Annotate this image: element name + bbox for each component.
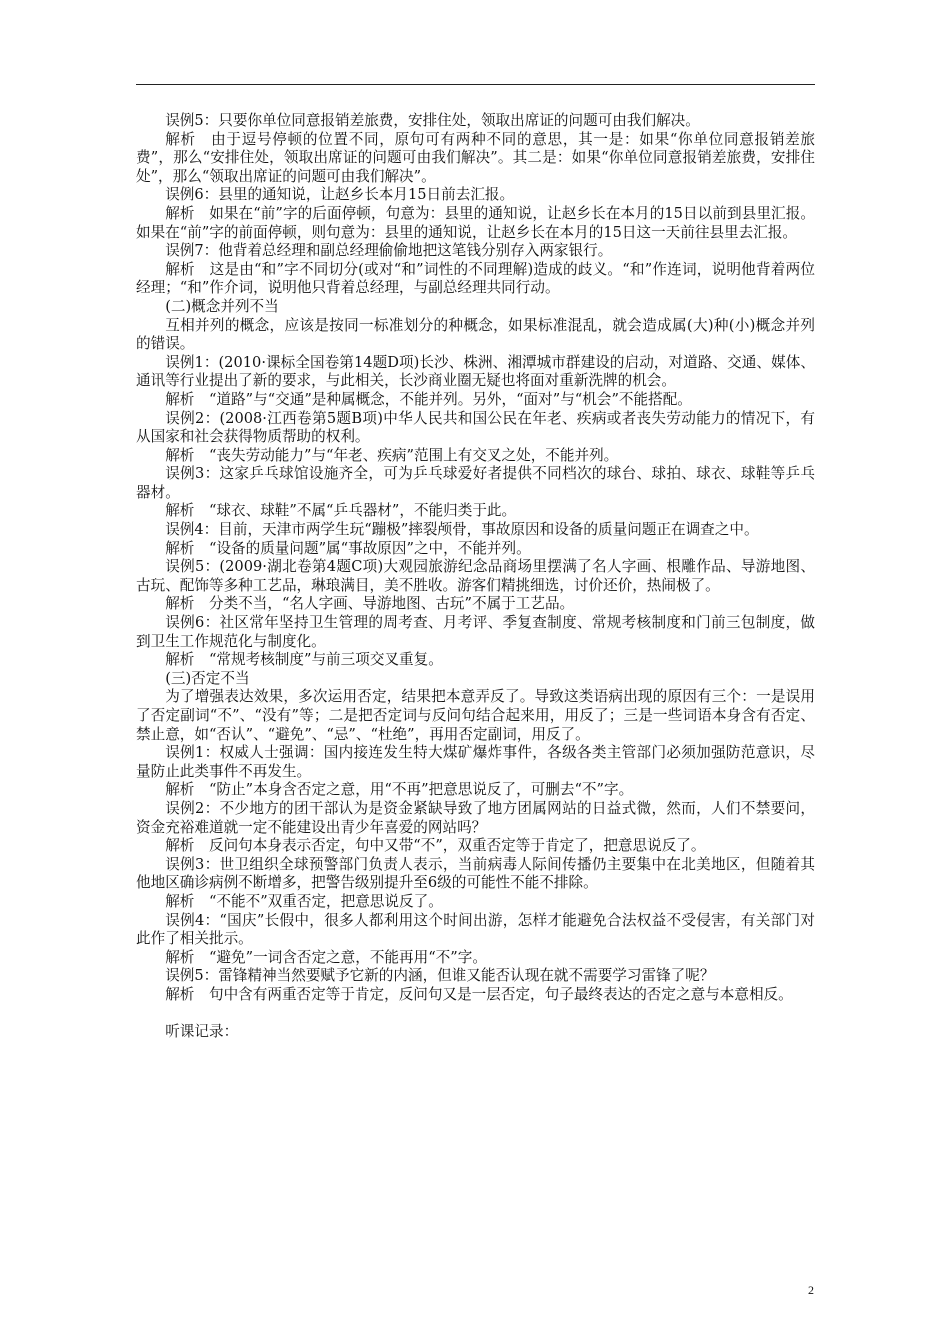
spacer	[136, 1005, 815, 1023]
paragraph: 误例1：权威人士强调：国内接连发生特大煤矿爆炸事件，各级各类主管部门必须加强防范意识，尽量防止此类事件不再发生。	[136, 744, 815, 780]
paragraph: 误例7：他背着总经理和副总经理偷偷地把这笔钱分别存入两家银行。	[165, 242, 613, 260]
paragraph: 误例5：(2009·湖北卷第4题C项)大观园旅游纪念品商场里摆满了名人字画、根雕作品、导游地图、古玩、配饰等多种工艺品，琳琅满目，美不胜收。游客们精挑细选，讨价还价，热闹极了。	[136, 558, 815, 594]
paragraph: 误例1：(2010·课标全国卷第14题D项)长沙、株洲、湘潭城市群建设的启动，对道路、交通、媒体、通讯等行业提出了新的要求，与此相关，长沙商业圈无疑也将面对重新洗牌的机会。	[136, 353, 815, 390]
paragraph: 误例3：世卫组织全球预警部门负责人表示，当前病毒人际间传播仍主要集中在北美地区，但随着其他地区确诊病例不断增多，把警告级别提升至6级的可能性不能不排除。	[136, 855, 815, 892]
document-body	[136, 112, 815, 1041]
paragraph: 互相并列的概念，应该是按同一标准划分的种概念，如果标准混乱，就会造成属(大)种(小)概念并列的错误。	[136, 316, 815, 353]
paragraph: 误例3：这家乒乓球馆设施齐全，可为乒乓球爱好者提供不同档次的球台、球拍、球衣、球鞋等乒乓器材。	[136, 465, 815, 501]
paragraph: 误例6：社区常年坚持卫生管理的周考查、月考评、季复查制度、常规考核制度和门前三包制度，做到卫生工作规范化与制度化。	[136, 614, 815, 650]
paragraph: 解析 “球衣、球鞋”不属“乒乓器材”，不能归类于此。	[165, 502, 517, 520]
paragraph: 解析 “防止”本身含否定之意，用“不再”把意思说反了，可删去“不”字。	[165, 781, 634, 799]
page-number: 2	[808, 1283, 814, 1297]
notes-label: 听课记录：	[165, 1022, 239, 1040]
paragraph: 解析 由于逗号停顿的位置不同，原句可有两种不同的意思，其一是：如果“你单位同意报销差旅费”，那么“安排住处，领取出席证的问题可由我们解决”。其二是：如果“你单位同意报销差旅费，安排住处”，那么“领取出席证的问题可由我们解决”。	[136, 130, 815, 185]
paragraph: 解析 分类不当，“名人字画、导游地图、古玩”不属于工艺品。	[165, 595, 575, 613]
paragraph: 解析 “不能不”双重否定，把意思说反了。	[165, 892, 443, 910]
paragraph: 误例2：(2008·江西卷第5题B项)中华人民共和国公民在年老、疾病或者丧失劳动能力的情况下，有从国家和社会获得物质帮助的权利。	[136, 409, 815, 446]
header-rule	[136, 84, 815, 85]
paragraph: 误例5：只要你单位同意报销差旅费，安排住处，领取出席证的问题可由我们解决。	[165, 112, 700, 129]
paragraph: 解析 “常规考核制度”与前三项交叉重复。	[165, 651, 443, 669]
paragraph: 误例4：“国庆”长假中，很多人都利用这个时间出游，怎样才能避免合法权益不受侵害，有关部门对此作了相关批示。	[136, 911, 815, 948]
paragraph: 解析 “道路”与“交通”是种属概念，不能并列。另外，“面对”与“机会”不能搭配。	[165, 390, 692, 408]
paragraph: 误例4：目前，天津市两学生玩“蹦极”摔裂颅骨，事故原因和设备的质量问题正在调查之中。	[165, 521, 759, 539]
paragraph: 误例6：县里的通知说，让赵乡长本月15日前去汇报。	[165, 186, 515, 204]
paragraph: 解析 “避免”一词含否定之意，不能再用“不”字。	[165, 948, 487, 966]
paragraph: 误例2：不少地方的团干部认为是资金紧缺导致了地方团属网站的日益式微，然而，人们不禁要问，资金充裕难道就一定不能建设出青少年喜爱的网站吗？	[136, 799, 815, 836]
section-heading: (三)否定不当	[165, 669, 250, 687]
paragraph: 为了增强表达效果，多次运用否定，结果把本意弄反了。导致这类语病出现的原因有三个：一是误用了否定副词“不”、“没有”等；二是把否定词与反问句结合起来用，用反了；三是一些词语本身含有否定、禁止意，如“否认”、“避免”、“忌”、“杜绝”，再用否定副词，用反了。	[136, 688, 815, 743]
paragraph: 解析 这是由“和”字不同切分(或对“和”词性的不同理解)造成的歧义。“和”作连词，说明他背着两位经理；“和”作介词，说明他只背着总经理，与副总经理共同行动。	[136, 260, 815, 297]
paragraph: 解析 “设备的质量问题”属“事故原因”之中，不能并列。	[165, 539, 531, 557]
paragraph: 解析 “丧失劳动能力”与“年老、疾病”范围上有交叉之处，不能并列。	[165, 446, 619, 464]
section-heading: (二)概念并列不当	[165, 297, 279, 315]
paragraph: 误例5：雷锋精神当然要赋予它新的内涵，但谁又能否认现在就不需要学习雷锋了呢？	[165, 967, 715, 985]
paragraph: 解析 反问句本身表示否定，句中又带“不”，双重否定等于肯定了，把意思说反了。	[165, 837, 706, 855]
paragraph: 解析 句中含有两重否定等于肯定，反问句又是一层否定，句子最终表达的否定之意与本意相反。	[165, 985, 793, 1003]
paragraph: 解析 如果在“前”字的后面停顿，句意为：县里的通知说，让赵乡长在本月的15日以前到县里汇报。如果在“前”字的前面停顿，则句意为：县里的通知说，让赵乡长在本月的15日这一天前往县里去汇报。	[136, 204, 815, 241]
